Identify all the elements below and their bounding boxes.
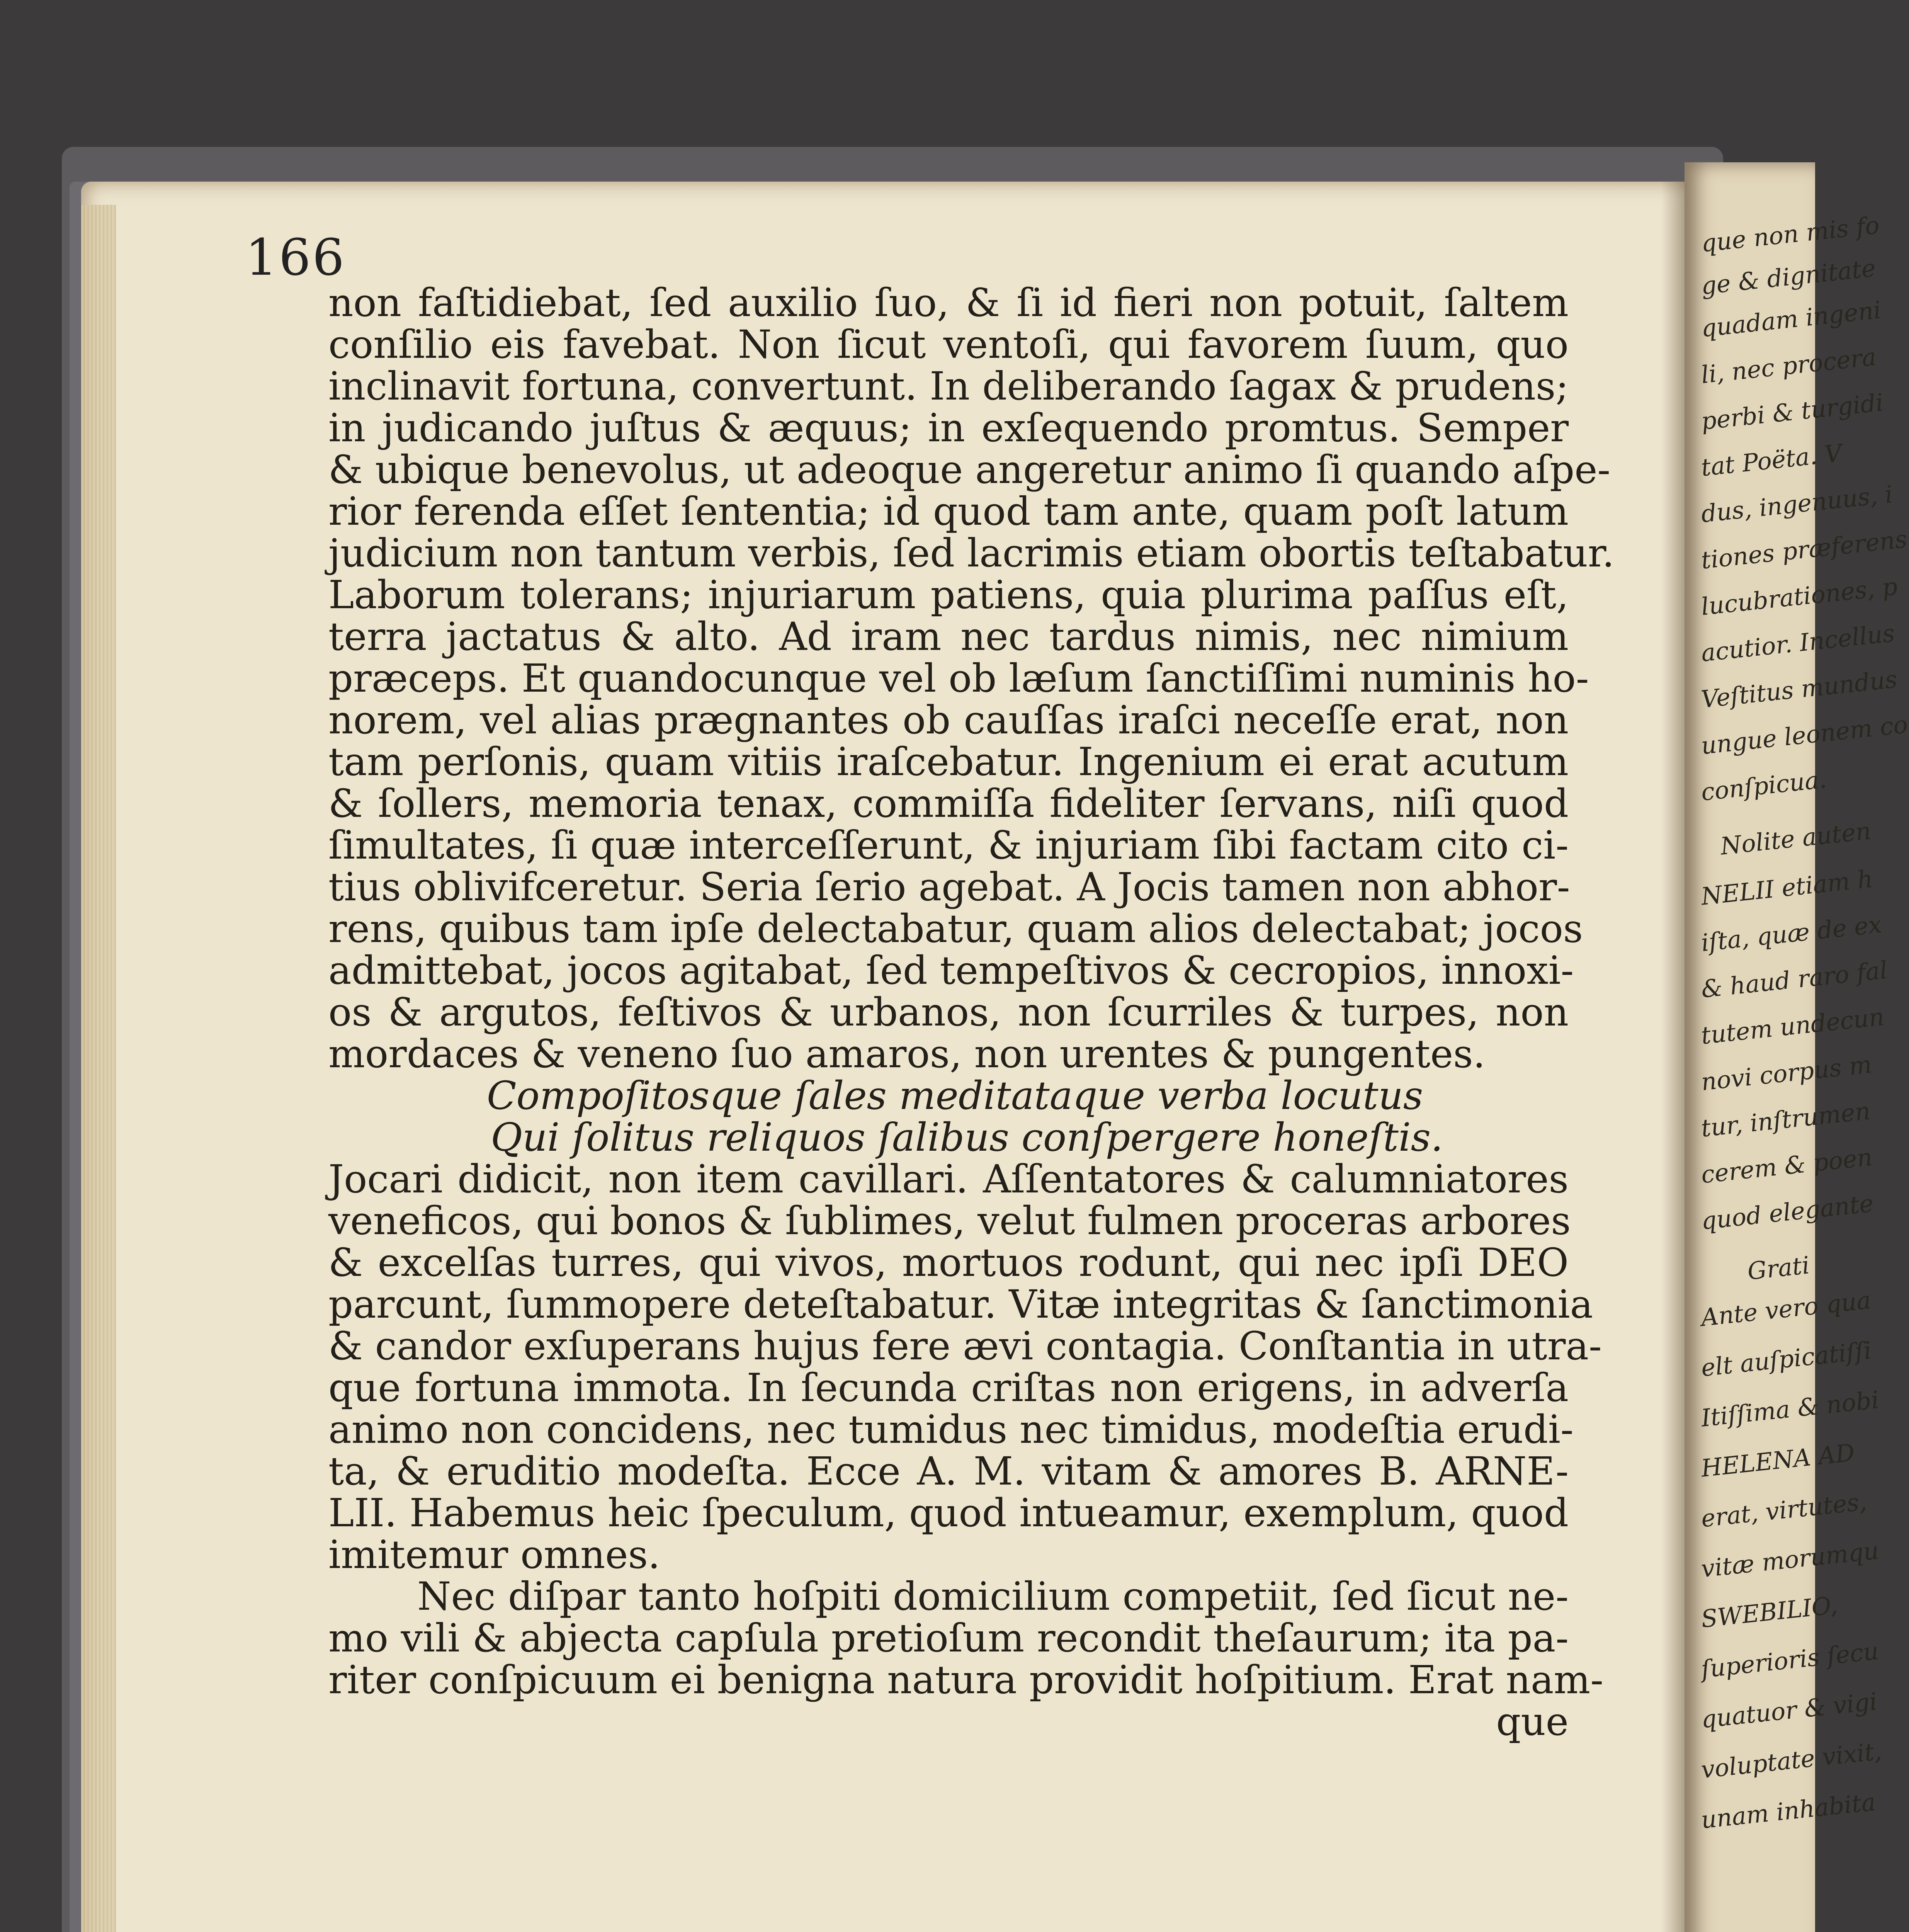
next-page-line: NELII etiam h [1700, 864, 1874, 911]
text-line: os & argutos, feſtivos & urbanos, non ſcurriles & turpes, non [328, 990, 1569, 1035]
next-page-line: li, nec procera [1700, 342, 1878, 389]
text-line: animo non concidens, nec tumidus nec timidus, modeſtia erudi- [328, 1407, 1574, 1452]
next-page-line: acutior. Incellus [1700, 619, 1896, 667]
next-page-line: HELENA AD [1700, 1438, 1856, 1483]
text-line: rior ferenda eſſet ſententia; id quod tam ante, quam poſt latum [328, 489, 1569, 534]
next-page-line: tiones præferens [1700, 525, 1909, 575]
next-page-line: vitæ morumqu [1700, 1536, 1880, 1583]
page-edges [81, 205, 116, 1932]
text-line: judicium non tantum verbis, ſed lacrimis etiam obortis teſtabatur. [328, 531, 1615, 576]
text-line: que fortuna immota. In ſecunda criſtas non erigens, in adverſa [328, 1365, 1569, 1410]
next-page-line: ge & dignitate [1700, 253, 1877, 300]
next-page-line: Grati [1746, 1251, 1811, 1286]
next-page-line: & haud raro fal [1700, 956, 1889, 1003]
next-page-line: voluptate vixit, [1700, 1736, 1883, 1784]
next-page-line: ungue leonem co [1700, 710, 1909, 760]
next-page-line: tat Poëta. V [1700, 439, 1843, 482]
next-page-line: cerem & poen [1700, 1143, 1874, 1189]
page-number: 166 [245, 228, 346, 287]
text-line: præceps. Et quandocunque vel ob læſum ſanctiſſimi numinis ho- [328, 656, 1589, 701]
text-line: tam perſonis, quam vitiis iraſcebatur. Ingenium ei erat acutum [328, 739, 1569, 784]
text-line: conſilio eis favebat. Non ſicut ventoſi, qui favorem ſuum, quo [328, 322, 1569, 367]
next-page-line: Nolite auten [1719, 816, 1872, 861]
next-page-line: perbi & turgidi [1700, 388, 1885, 435]
next-page-line: lucubrationes, p [1700, 572, 1899, 621]
next-page-line: iſta, quæ de ex [1700, 910, 1883, 957]
next-page-line: ſuperioris ſecu [1700, 1636, 1880, 1684]
text-line: mordaces & veneno ſuo amaros, non urentes & pungentes. [328, 1031, 1486, 1077]
next-page-line: dus, ingenuus, i [1700, 480, 1894, 528]
text-line: & candor exſuperans hujus fere ævi contagia. Conſtantia in utra- [328, 1323, 1602, 1369]
next-page-edge [1685, 162, 1909, 1932]
text-line: tius oblivifceretur. Seria ſerio agebat. A Jocis tamen non abhor- [328, 864, 1570, 910]
text-line: norem, vel alias prægnantes ob cauſſas iraſci neceſſe erat, non [328, 697, 1569, 743]
text-line: & ſollers, memoria tenax, commiſſa fideliter ſervans, niſi quod [328, 781, 1569, 826]
next-page-line: Itiſſima & nobi [1700, 1385, 1880, 1432]
next-page-line: quatuor & vigi [1700, 1687, 1878, 1734]
text-line: admittebat, jocos agitabat, ſed tempeſtivos & cecropios, innoxi- [328, 948, 1574, 993]
text-line: riter conſpicuum ei benigna natura providit hoſpitium. Erat nam- [328, 1657, 1604, 1702]
next-page-line: novi corpus m [1700, 1050, 1873, 1096]
text-line: inclinavit fortuna, convertunt. In deliberando ſagax & prudens; [328, 364, 1569, 409]
next-page-line: erat, virtutes, [1700, 1487, 1868, 1533]
text-line: Nec diſpar tanto hoſpiti domicilium competiit, ſed ſicut ne- [417, 1574, 1569, 1619]
text-line: & excelſas turres, qui vivos, mortuos rodunt, qui nec ipſi DEO [328, 1240, 1569, 1285]
verse-line: Qui ſolitus reliquos ſalibus conſpergere honeſtis. [491, 1115, 1443, 1160]
next-page-line: Veſtitus mundus [1700, 665, 1899, 714]
text-line: ta, & eruditio modeſta. Ecce A. M. vitam & amores B. ARNE- [328, 1449, 1569, 1494]
text-line: rens, quibus tam ipſe delectabatur, quam alios delectabat; jocos [328, 906, 1583, 951]
text-line: mo vili & abjecta capſula pretioſum recondit theſaurum; ita pa- [328, 1616, 1569, 1661]
next-page-line: Ante vero qua [1700, 1286, 1872, 1332]
catchword: que [1496, 1699, 1569, 1744]
next-page-line: tur, inſtrumen [1700, 1097, 1872, 1143]
text-line: LII. Habemus heic ſpeculum, quod intueamur, exemplum, quod [328, 1490, 1569, 1536]
text-line: Jocari didicit, non item cavillari. Aſſentatores & calumniatores [328, 1156, 1569, 1202]
text-line: in judicando juſtus & æquus; in exſequendo promtus. Semper [328, 405, 1569, 451]
next-page-line: SWEBILIO, [1700, 1591, 1839, 1633]
next-page-line: quod elegante [1700, 1189, 1875, 1235]
text-line: ſimultates, ſi quæ interceſſerunt, & injuriam ſibi factam cito ci- [328, 823, 1569, 868]
text-line: veneficos, qui bonos & ſublimes, velut fulmen proceras arbores [328, 1198, 1571, 1243]
next-page-line: unam inhabita [1700, 1787, 1877, 1834]
text-line: & ubique benevolus, ut adeoque angeretur animo ſi quando aſpe- [328, 447, 1611, 492]
next-page-line: elt auſpicatiſſi [1700, 1336, 1873, 1382]
text-line: Laborum tolerans; injuriarum patiens, quia plurima paſſus eſt, [328, 572, 1569, 617]
text-line: imitemur omnes. [328, 1532, 660, 1577]
text-line: terra jactatus & alto. Ad iram nec tardus nimis, nec nimium [328, 614, 1569, 659]
next-page-line: quadam ingeni [1700, 296, 1883, 343]
text-line: parcunt, ſummopere deteſtabatur. Vitæ integritas & ſanctimonia [328, 1282, 1593, 1327]
next-page-line: tutem undecun [1700, 1002, 1886, 1050]
next-page-line: conſpicua. [1700, 765, 1828, 806]
next-page-line: que non mis fo [1700, 211, 1881, 258]
verse-line: Compoſitosque ſales meditataque verba locutus [487, 1073, 1423, 1118]
body-text [328, 280, 1615, 1744]
text-line: non faſtidiebat, ſed auxilio ſuo, & ſi id fieri non potuit, ſaltem [328, 280, 1569, 325]
